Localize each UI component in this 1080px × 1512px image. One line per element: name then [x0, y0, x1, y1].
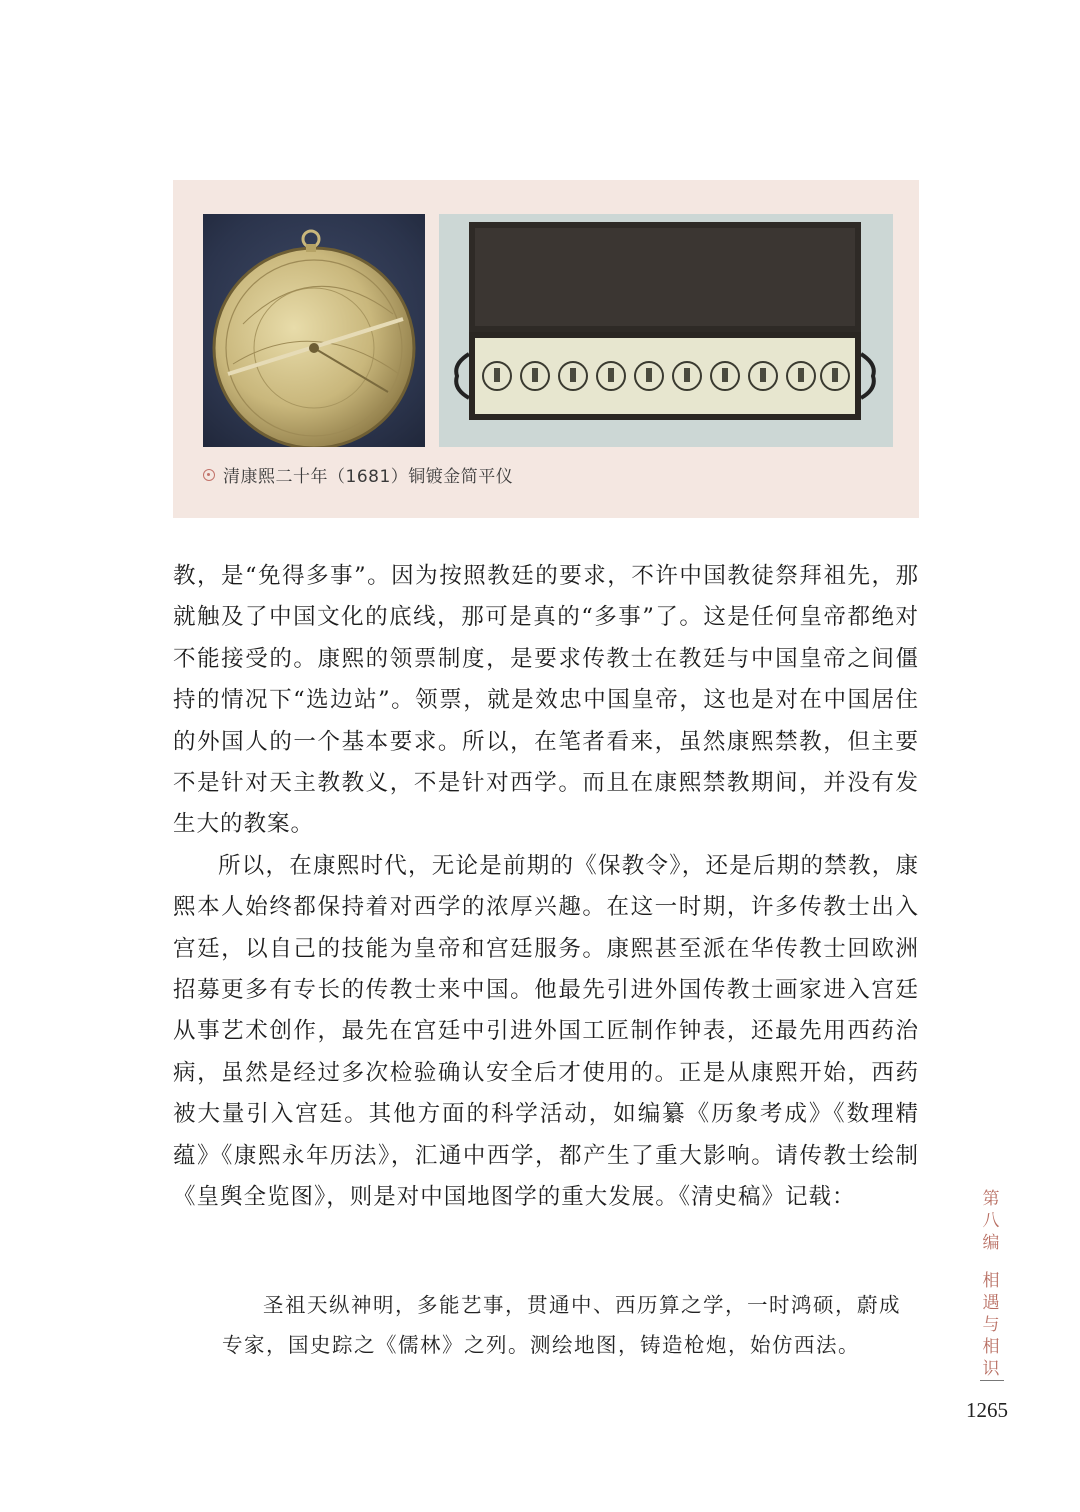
figure-caption: [203, 462, 513, 487]
running-side-label: [978, 1188, 1004, 1380]
paragraph-1: 教，是“免得多事”。因为按照教廷的要求，不许中国教徒祭拜祖先，那就触及了中国文化的底线，那可是真的“多事”了。这是任何皇帝都绝对不能接受的。康熙的领票制度，是要求传教士在教廷与中国皇帝之间僵持的情况下“选边站”。领票，就是效忠中国皇帝，这也是对在中国居住的外国人的一个基本要求。所以，在笔者看来，虽然康熙禁教，但主要不是针对天主教教义，不是针对西学。而且在康熙禁教期间，并没有发生大的教案。: [173, 563, 919, 838]
block-quote-text: 圣祖天纵神明，多能艺事，贯通中、西历算之学，一时鸿硕，蔚成专家，国史踪之《儒林》之列。测绘地图，铸造枪炮，始仿西法。: [222, 1293, 901, 1357]
calculator-box-photo: [439, 214, 893, 447]
astrolabe-photo: [203, 214, 425, 447]
block-quote: [222, 1285, 919, 1365]
caption-bullet-icon: [203, 469, 215, 481]
part-label: 第八编: [982, 1189, 1000, 1253]
astrolabe-illustration: [203, 214, 425, 447]
paragraph-2: 所以，在康熙时代，无论是前期的《保教令》，还是后期的禁教，康熙本人始终都保持着对西学的浓厚兴趣。在这一时期，许多传教士出入宫廷，以自己的技能为皇帝和宫廷服务。康熙甚至派在华传教士回欧洲招募更多有专长的传教士来中国。他最先引进外国传教士画家进入宫廷从事艺术创作，最先在宫廷中引进外国工匠制作钟表，还最先用西药治病，虽然是经过多次检验确认安全后才使用的。正是从康熙开始，西药被大量引入宫廷。其他方面的科学活动，如编纂《历象考成》《数理精蕴》《康熙永年历法》，汇通中西学，都产生了重大影响。请传教士绘制《皇舆全览图》，则是对中国地图学的重大发展。《清史稿》记载：: [173, 852, 919, 1211]
chapter-label: 相遇与相识: [982, 1271, 1000, 1379]
side-divider: [980, 1380, 1004, 1381]
body-text: [173, 556, 919, 1219]
page-number: 1265: [966, 1398, 1008, 1422]
figure-caption-text: 清康熙二十年（1681）铜镀金简平仪: [223, 467, 514, 487]
calculator-illustration: [439, 214, 893, 447]
figure-panel: [173, 180, 919, 518]
